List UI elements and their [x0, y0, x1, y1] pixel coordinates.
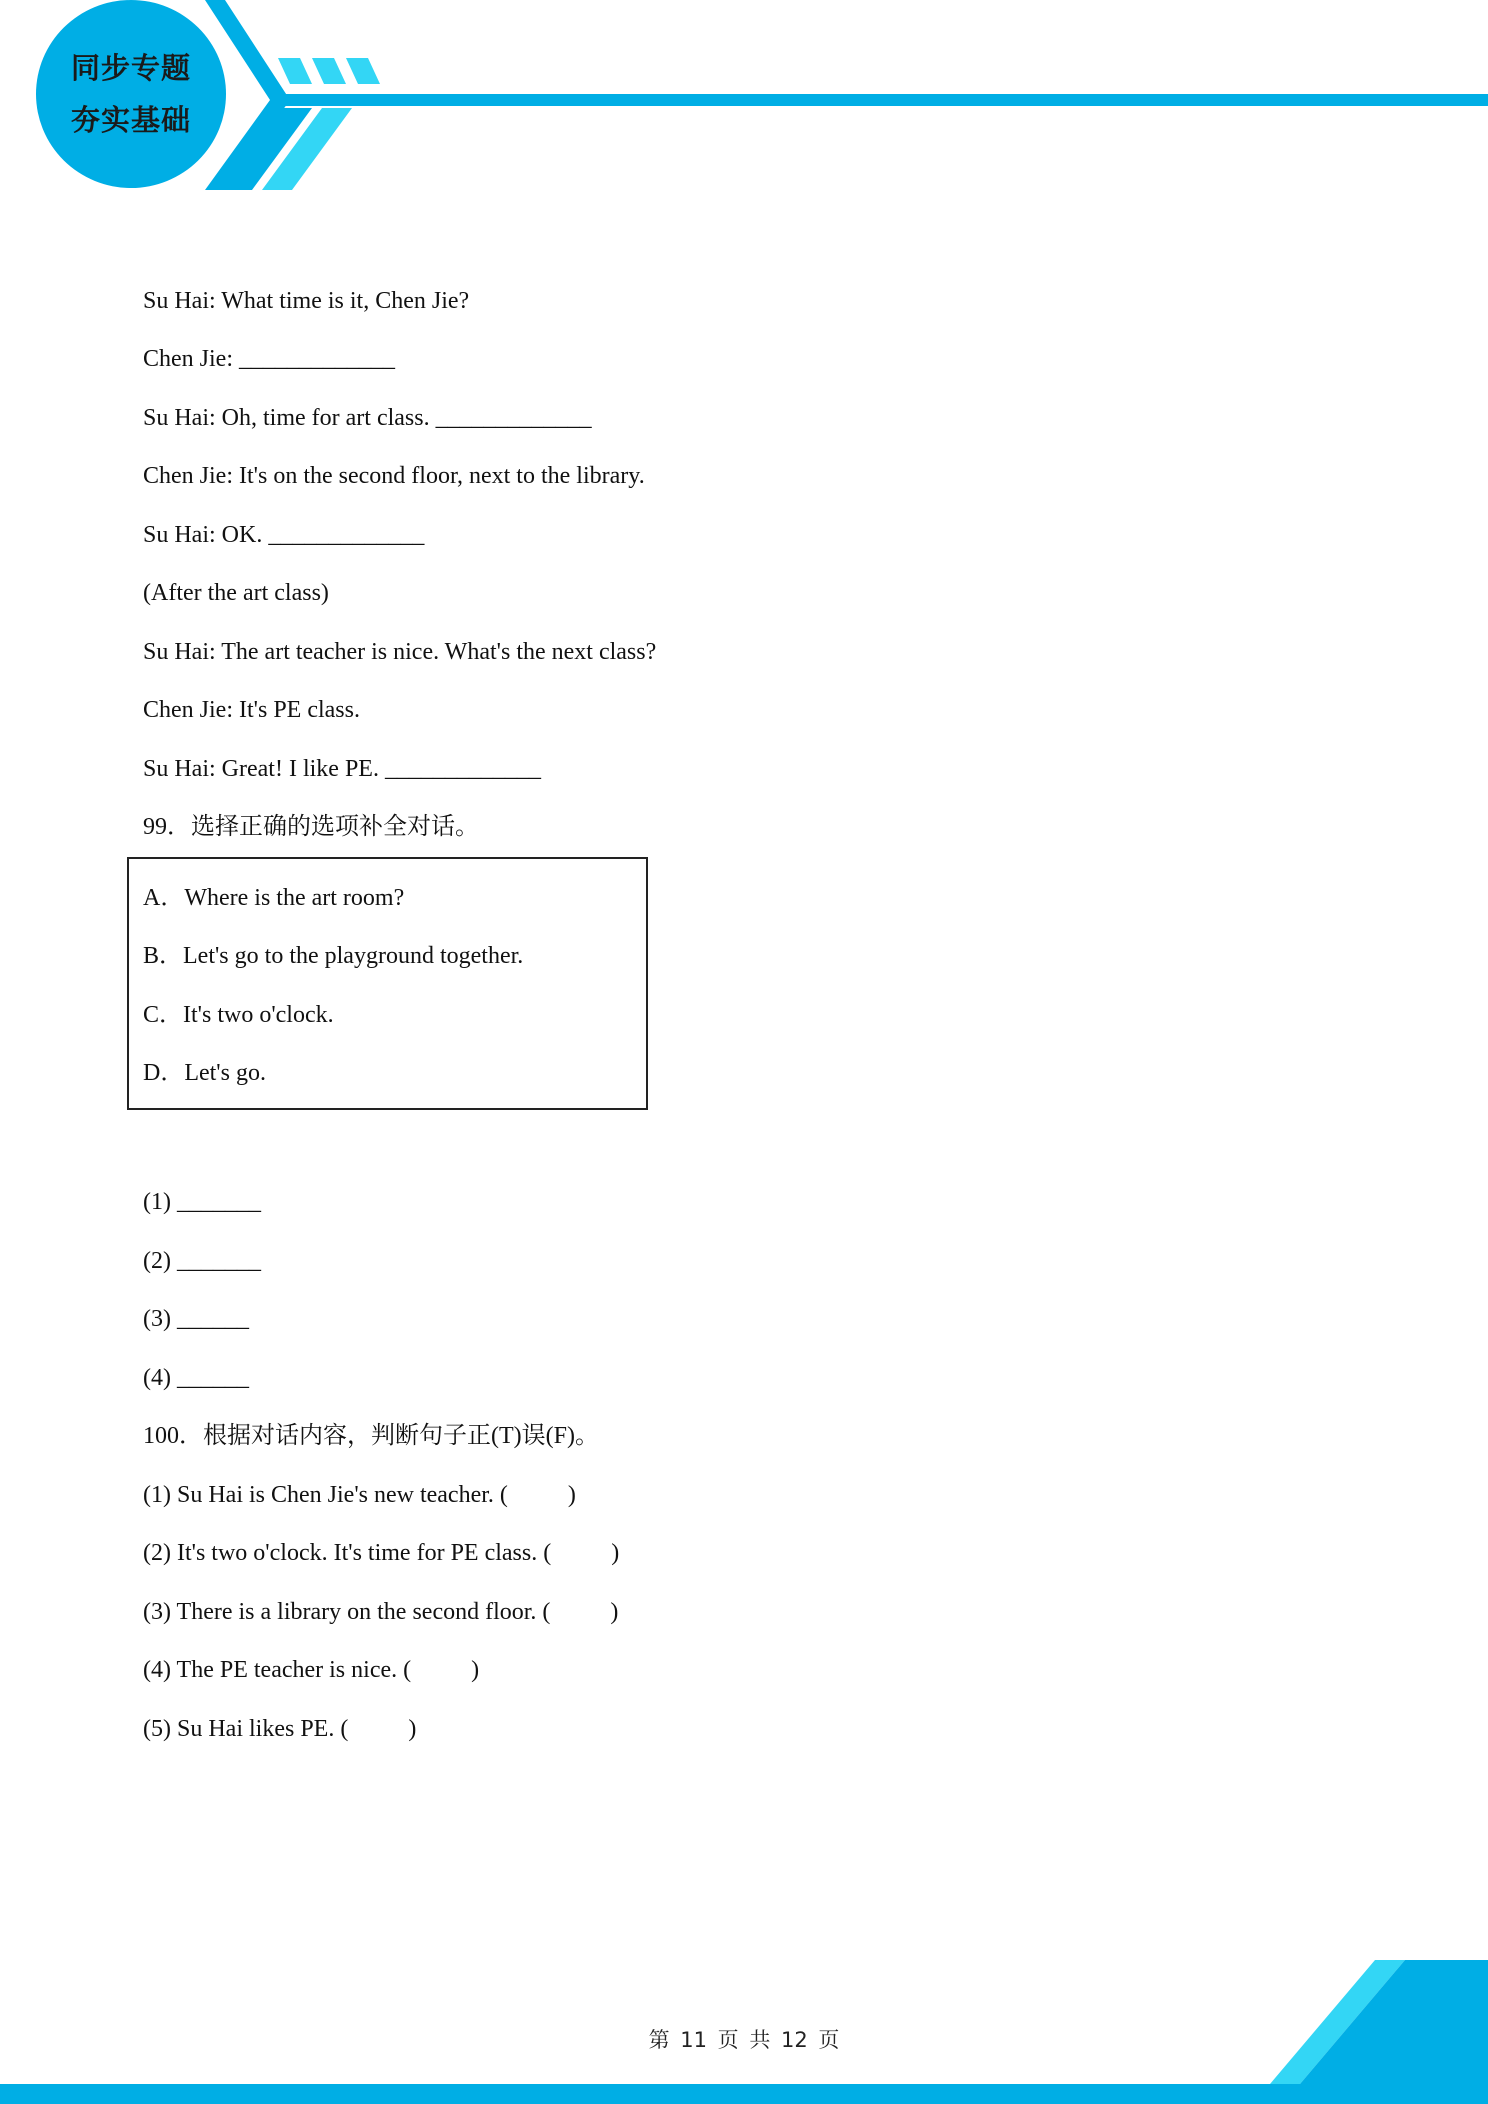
tf-item-1[interactable]: (1) Su Hai is Chen Jie's new teacher. ( ) [143, 1482, 576, 1508]
header-badge [36, 0, 226, 188]
answer-blank-2[interactable]: (2) _______ [143, 1248, 261, 1274]
answer-blank-1[interactable]: (1) _______ [143, 1189, 261, 1215]
tf-item-2[interactable]: (2) It's two o'clock. It's time for PE class. ( ) [143, 1540, 620, 1566]
question-99-title: 99．选择正确的选项补全对话。 [143, 814, 479, 840]
option-b: B．Let's go to the playground together. [143, 943, 524, 969]
option-c: C．It's two o'clock. [143, 1002, 334, 1028]
footer-decoration [0, 1940, 1488, 2104]
dialogue-line: Chen Jie: It's on the second floor, next to the library. [143, 463, 645, 489]
option-d: D．Let's go. [143, 1060, 266, 1086]
badge-line-2: 夯实基础 [70, 103, 191, 137]
dialogue-line: Su Hai: The art teacher is nice. What's the next class? [143, 639, 657, 665]
tf-item-4[interactable]: (4) The PE teacher is nice. ( ) [143, 1657, 480, 1683]
question-100-title: 100．根据对话内容，判断句子正(T)误(F)。 [143, 1423, 599, 1449]
page-number: 第 11 页 共 12 页 [648, 2028, 840, 2052]
option-a: A．Where is the art room? [143, 885, 405, 911]
dialogue-line: Su Hai: Oh, time for art class. _____________ [143, 405, 592, 431]
dialogue-line: (After the art class) [143, 580, 329, 606]
dialogue-line: Su Hai: OK. _____________ [143, 522, 425, 548]
answer-blank-4[interactable]: (4) ______ [143, 1365, 249, 1391]
answer-blank-3[interactable]: (3) ______ [143, 1306, 249, 1332]
dialogue-line: Chen Jie: It's PE class. [143, 697, 360, 723]
dialogue-line: Su Hai: What time is it, Chen Jie? [143, 288, 470, 314]
badge-line-1: 同步专题 [70, 51, 191, 85]
dialogue-line: Su Hai: Great! I like PE. _____________ [143, 756, 541, 782]
dialogue-line: Chen Jie: _____________ [143, 346, 395, 372]
tf-item-5[interactable]: (5) Su Hai likes PE. ( ) [143, 1716, 417, 1742]
tf-item-3[interactable]: (3) There is a library on the second floor. ( ) [143, 1599, 619, 1625]
